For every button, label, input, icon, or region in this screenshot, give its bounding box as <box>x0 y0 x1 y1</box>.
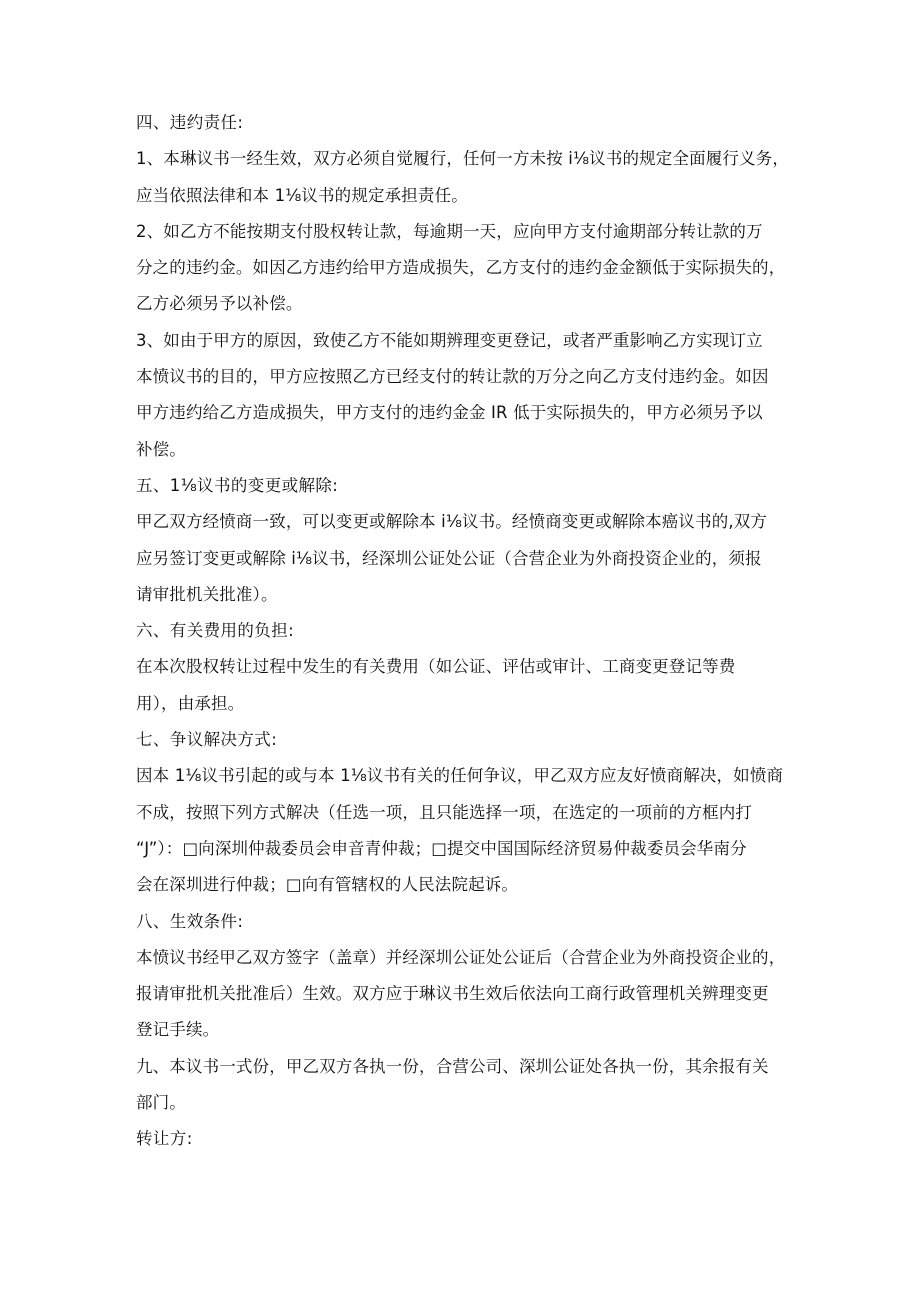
paragraph-line: 1、本琳议书一经生效，双方必须自觉履行，任何一方未按 i⅛议书的规定全面履行义务， <box>136 149 789 169</box>
section-breach-liability <box>136 112 789 460</box>
paragraph-line: 乙方必须另予以补偿。 <box>136 294 303 314</box>
section-heading: 八、生效条件: <box>136 911 244 931</box>
paragraph-line: 3、如由于甲方的原因，致使乙方不能如期辨理变更登记，或者严重影响乙方实现订立 <box>136 330 763 350</box>
section-effective-conditions <box>136 911 786 1041</box>
paragraph-line: 2、如乙方不能按期支付股权转让款，每逾期一天，应向甲方支付逾期部分转让款的万 <box>136 221 763 241</box>
section-copies <box>136 1056 786 1113</box>
paragraph-line: 甲方违约给乙方造成损失，甲方支付的违约金金 IR 低于实际损失的，甲方必须另予以 <box>136 403 763 423</box>
paragraph-line: 请审批机关批准）。 <box>136 584 278 604</box>
paragraph-line: 补偿。 <box>136 439 186 459</box>
paragraph-line: 本愤议书的目的，甲方应按照乙方已经支付的转让款的万分之向乙方支付违约金。如因 <box>136 367 769 387</box>
paragraph-line: 会在深圳进行仲裁；□向有管辖权的人民法院起诉。 <box>136 875 519 895</box>
paragraph-line: 应当依照法律和本 1⅛议书的规定承担责任。 <box>136 185 468 205</box>
paragraph-line: “J”）：□向深圳仲裁委员会申音青仲裁；□提交中国国际经济贸易仲裁委员会华南分 <box>136 838 747 858</box>
section-expenses <box>136 620 786 714</box>
section-heading: 六、有关费用的负担: <box>136 621 295 641</box>
transferor-label: 转让方: <box>136 1129 193 1149</box>
paragraph-line: 用），由承担。 <box>136 693 245 713</box>
paragraph-line: 九、本议书一式份，甲乙双方各执一份，合营公司、深圳公证处各执一份，其余报有关 <box>136 1056 769 1076</box>
paragraph-line: 在本次股权转让过程中发生的有关费用（如公证、评估或审计、工商变更登记等费 <box>136 657 736 677</box>
document-body <box>136 112 789 1165</box>
section-dispute-resolution <box>136 729 786 895</box>
paragraph-line: 甲乙双方经愤商一致，可以变更或解除本 i⅛议书。经愤商变更或解除本癌议书的,双方 <box>136 512 768 532</box>
paragraph-line: 本愤议书经甲乙双方签字（盖章）并经深圳公证处公证后（合营企业为外商投资企业的， <box>136 947 786 967</box>
paragraph-line: 不成，按照下列方式解决（任选一项，且只能选择一项，在选定的一项前的方框内打 <box>136 802 753 822</box>
paragraph-line: 因本 1⅛议书引起的或与本 1⅛议书有关的任何争议，甲乙双方应友好愤商解决，如愤商 <box>136 766 784 786</box>
paragraph-line: 部门。 <box>136 1093 186 1113</box>
section-heading: 四、违约责任: <box>136 113 244 132</box>
paragraph-line: 应另签订变更或解除 i⅛议书，经深圳公证处公证（合营企业为外商投资企业的，须报 <box>136 548 762 568</box>
paragraph-line: 登记手续。 <box>136 1020 220 1040</box>
section-transferor <box>136 1128 786 1149</box>
section-heading: 七、争议解决方式: <box>136 730 278 750</box>
section-heading: 五、1⅛议书的变更或解除: <box>136 475 339 495</box>
paragraph-line: 分之的违约金。如因乙方违约给甲方造成损失，乙方支付的违约金金额低于实际损失的， <box>136 258 786 278</box>
paragraph-line: 报请审批机关批准后）生效。双方应于琳议书生效后依法向工商行政管理机关辨理变更 <box>136 984 769 1004</box>
section-amendment-termination <box>136 475 786 605</box>
